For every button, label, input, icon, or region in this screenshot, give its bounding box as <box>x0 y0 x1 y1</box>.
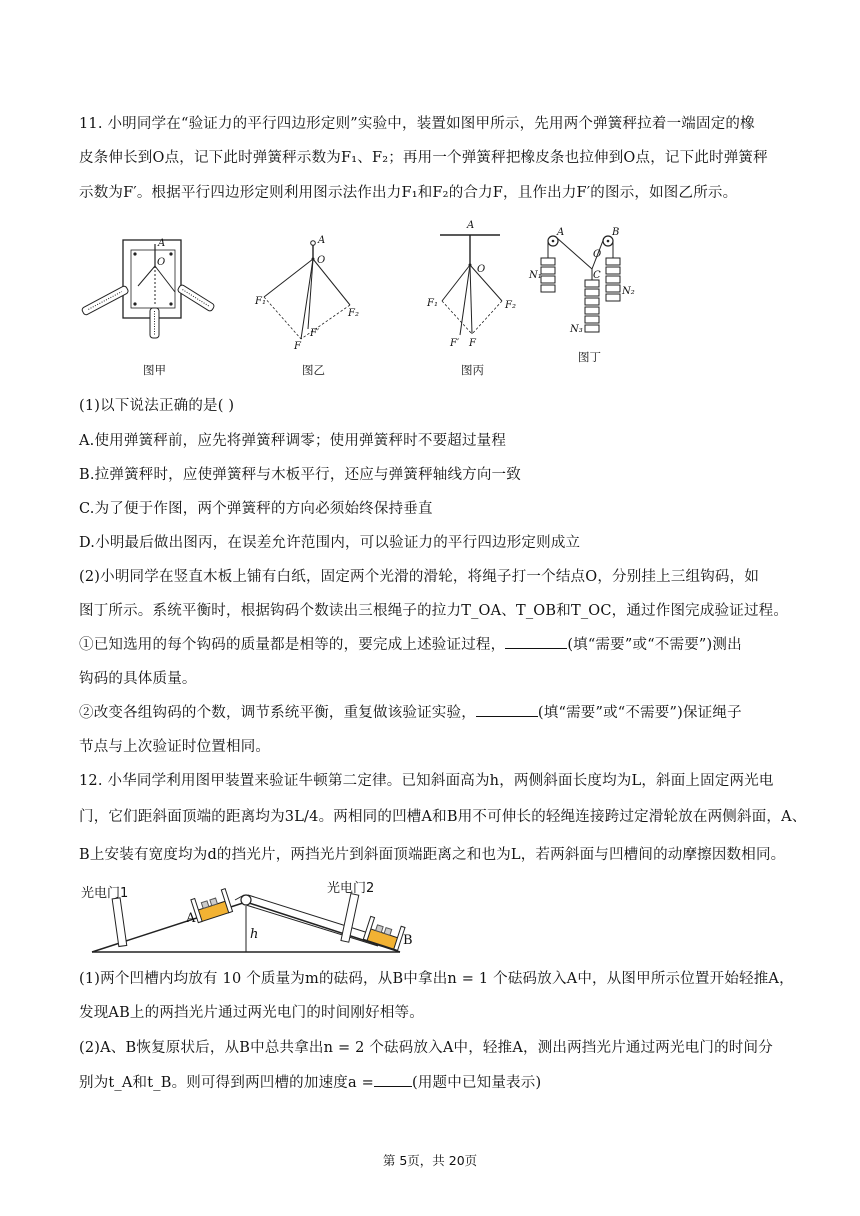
fig-incline-label-gate2: 光电门2 <box>327 881 375 896</box>
fig-yi-label-F: F <box>294 341 301 352</box>
q11-sub2-q1-cont: 钩码的具体质量。 <box>79 671 197 687</box>
figure-incline <box>78 876 428 956</box>
q11-sub2-q1-text-b: (填“需要”或“不需要”)测出 <box>567 637 742 653</box>
fig-yi-label-Fp: F′ <box>310 328 320 339</box>
fig-bing-label-F: F <box>469 338 476 349</box>
fig-yi-label-F1: F₁ <box>255 296 266 307</box>
q11-sub2-q1-text-a: ①已知选用的每个钩码的质量都是相等的，要完成上述验证过程， <box>79 637 506 653</box>
fig-ding-label-N3: N₃ <box>570 324 583 335</box>
q11-sub2-q2-cont: 节点与上次验证时位置相同。 <box>79 739 271 755</box>
fig-jia-label-O: O <box>157 257 166 268</box>
q11-option-b: B.拉弹簧秤时，应使弹簧秤与木板平行，还应与弹簧秤轴线方向一致 <box>79 467 521 483</box>
q12-sub1-line-1: (1)两个凹槽内均放有 10 个质量为m的砝码，从B中拿出n = 1 个砝码放入A中，从图甲所示位置开始轻推A， <box>79 971 794 987</box>
q11-sub2-line-1: (2)小明同学在竖直木板上铺有白纸，固定两个光滑的滑轮，将绳子打一个结点O，分别挂上三组钩码，如 <box>79 569 760 585</box>
answer-blank-1[interactable] <box>505 636 567 649</box>
fig-incline-label-gate1: 光电门1 <box>81 886 129 901</box>
q12-line-1: 12. 小华同学利用图甲装置来验证牛顿第二定律。已知斜面高为h，两侧斜面长度均为L，斜面上固定两光电 <box>79 773 774 789</box>
caption-bing: 图丙 <box>461 363 484 377</box>
caption-ding: 图丁 <box>578 350 601 364</box>
fig-incline-label-h: h <box>250 927 259 942</box>
fig-yi-label-F2: F₂ <box>348 308 359 319</box>
fig-ding-label-A: A <box>557 227 565 238</box>
q11-sub2-q2 <box>79 701 742 722</box>
q12-sub2-line-2 <box>79 1071 541 1092</box>
q11-sub1-stem: (1)以下说法正确的是( ) <box>79 398 235 414</box>
q11-line-1: 11. 小明同学在“验证力的平行四边形定则”实验中，装置如图甲所示，先用两个弹簧秤拉着一端固定的橡 <box>79 116 755 132</box>
fig-incline-label-B: B <box>403 933 413 948</box>
fig-bing-label-F2: F₂ <box>505 300 516 311</box>
figure-jia <box>78 232 218 342</box>
q11-option-a: A.使用弹簧秤前，应先将弹簧秤调零；使用弹簧秤时不要超过量程 <box>79 433 507 449</box>
q12-sub1-line-2: 发现AB上的两挡光片通过两光电门的时间刚好相等。 <box>79 1005 424 1021</box>
fig-incline-label-A: A <box>186 911 196 926</box>
page-footer: 第 5页，共 20页 <box>382 1153 478 1168</box>
q11-line-3: 示数为F′。根据平行四边形定则利用图示法作出力F₁和F₂的合力F，且作出力F′的图示，如图乙所示。 <box>79 185 738 201</box>
fig-ding-label-C: C <box>593 270 601 281</box>
fig-jia-label-A: A <box>158 238 166 249</box>
q11-line-2: 皮条伸长到O点，记下此时弹簧秤示数为F₁、F₂；再用一个弹簧秤把橡皮条也拉伸到O点，记下此时弹簧秤 <box>79 150 768 166</box>
q12-sub2-text-b: (用题中已知量表示) <box>411 1075 542 1091</box>
fig-ding-label-B: B <box>612 227 620 238</box>
q12-line-2: 门，它们距斜面顶端的距离均为3L/4。两相同的凹槽A和B用不可伸长的轻绳连接跨过定滑轮放在两侧斜面，A、 <box>79 809 807 825</box>
q11-option-d: D.小明最后做出图丙，在误差允许范围内，可以验证力的平行四边形定则成立 <box>79 535 581 551</box>
q11-sub2-q2-text-b: (填“需要”或“不需要”)保证绳子 <box>537 705 742 721</box>
figure-ding <box>526 224 636 344</box>
q11-sub2-line-2: 图丁所示。系统平衡时，根据钩码个数读出三根绳子的拉力T_OA、T_OB和T_OC，通过作图完成验证过程。 <box>79 603 789 619</box>
fig-ding-label-N1: N₁ <box>529 270 542 281</box>
q11-option-c: C.为了便于作图，两个弹簧秤的方向必须始终保持垂直 <box>79 501 433 517</box>
q12-line-3: B上安装有宽度均为d的挡光片，两挡光片到斜面顶端距离之和也为L，若两斜面与凹槽间的动摩擦因数相同。 <box>79 847 786 863</box>
caption-yi: 图乙 <box>302 363 325 377</box>
fig-bing-label-Fp: F′ <box>450 338 460 349</box>
fig-yi-label-A: A <box>318 235 326 246</box>
fig-ding-label-O: O <box>593 249 602 260</box>
q12-sub2-text-a: 别为t_A和t_B。则可得到两凹槽的加速度a = <box>79 1075 374 1091</box>
answer-blank-2[interactable] <box>476 704 538 717</box>
fig-bing-label-O: O <box>477 264 486 275</box>
fig-yi-label-O: O <box>317 255 326 266</box>
caption-jia: 图甲 <box>143 363 166 377</box>
fig-bing-label-A: A <box>467 220 475 231</box>
answer-blank-3[interactable] <box>374 1074 412 1087</box>
q11-sub2-q2-text-a: ②改变各组钩码的个数，调节系统平衡，重复做该验证实验， <box>79 705 476 721</box>
figure-bing <box>420 214 530 354</box>
figure-yi <box>250 232 370 352</box>
q12-sub2-line-1: (2)A、B恢复原状后，从B中总共拿出n = 2 个砝码放入A中，轻推A，测出两挡光片通过两光电门的时间分 <box>79 1040 773 1056</box>
fig-ding-label-N2: N₂ <box>622 286 635 297</box>
fig-bing-label-F1: F₁ <box>427 298 438 309</box>
q11-sub2-q1 <box>79 633 742 654</box>
